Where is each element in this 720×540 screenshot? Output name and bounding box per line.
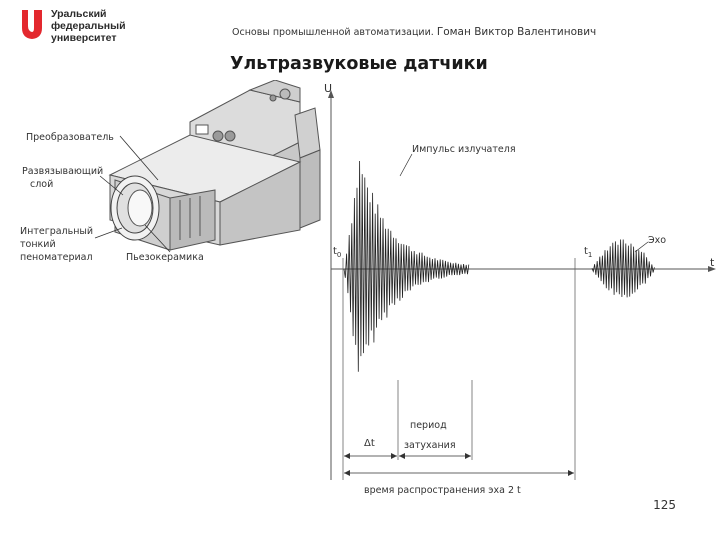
t0-label: $t_0$ <box>333 246 342 259</box>
label-decoupling-line-1: Развязывающий <box>22 166 104 177</box>
label-converter: Преобразователь <box>26 132 114 143</box>
echo-label: Эхо <box>648 235 667 246</box>
sensor-illustration <box>110 80 320 250</box>
delta-t-label: Δt <box>364 438 375 449</box>
t-axis-label: t <box>710 256 715 269</box>
logo-line-2: федеральный <box>51 20 126 32</box>
ultrasonic-sensor-figure <box>0 80 720 500</box>
decay-label-line-2: затухания <box>404 440 456 451</box>
propagation-arrow-right <box>568 470 574 476</box>
logo-wordmark <box>51 8 126 44</box>
decay-label-line-1: период <box>410 420 447 431</box>
waveform-diagram <box>324 82 716 496</box>
pulse-label-leader <box>400 154 412 176</box>
university-logo <box>20 8 130 42</box>
decay-arrow-left <box>399 453 405 459</box>
delta-t-arrow-left <box>344 453 350 459</box>
echo-waveform <box>592 240 654 298</box>
page-number: 125 <box>653 498 676 512</box>
label-decoupling-line-2: слой <box>30 179 54 190</box>
delta-t-arrow-right <box>391 453 397 459</box>
echo-label-leader <box>635 242 648 252</box>
ural-university-emblem-icon <box>20 8 48 42</box>
u-axis-label: U <box>324 82 333 95</box>
propagation-arrow-left <box>344 470 350 476</box>
emitter-pulse-waveform <box>344 161 469 372</box>
logo-line-1: Уральский <box>51 8 107 20</box>
t1-label: $t_1$ <box>584 246 593 259</box>
label-foam-line-1: Интегральный <box>20 226 94 237</box>
author-name: Гоман Виктор Валентинович <box>436 26 597 38</box>
page-title: Ультразвуковые датчики <box>230 54 488 74</box>
slide-header <box>232 26 596 38</box>
logo-line-3: университет <box>51 32 117 44</box>
label-foam-line-3: пеноматериал <box>20 252 93 263</box>
label-piezo: Пьезокерамика <box>126 252 204 263</box>
decay-arrow-right <box>465 453 471 459</box>
propagation-label: время распространения эха 2 t <box>364 485 521 496</box>
pulse-label: Импульс излучателя <box>412 144 516 155</box>
label-foam-line-2: тонкий <box>20 239 56 250</box>
course-name: Основы промышленной автоматизации. <box>232 27 434 38</box>
